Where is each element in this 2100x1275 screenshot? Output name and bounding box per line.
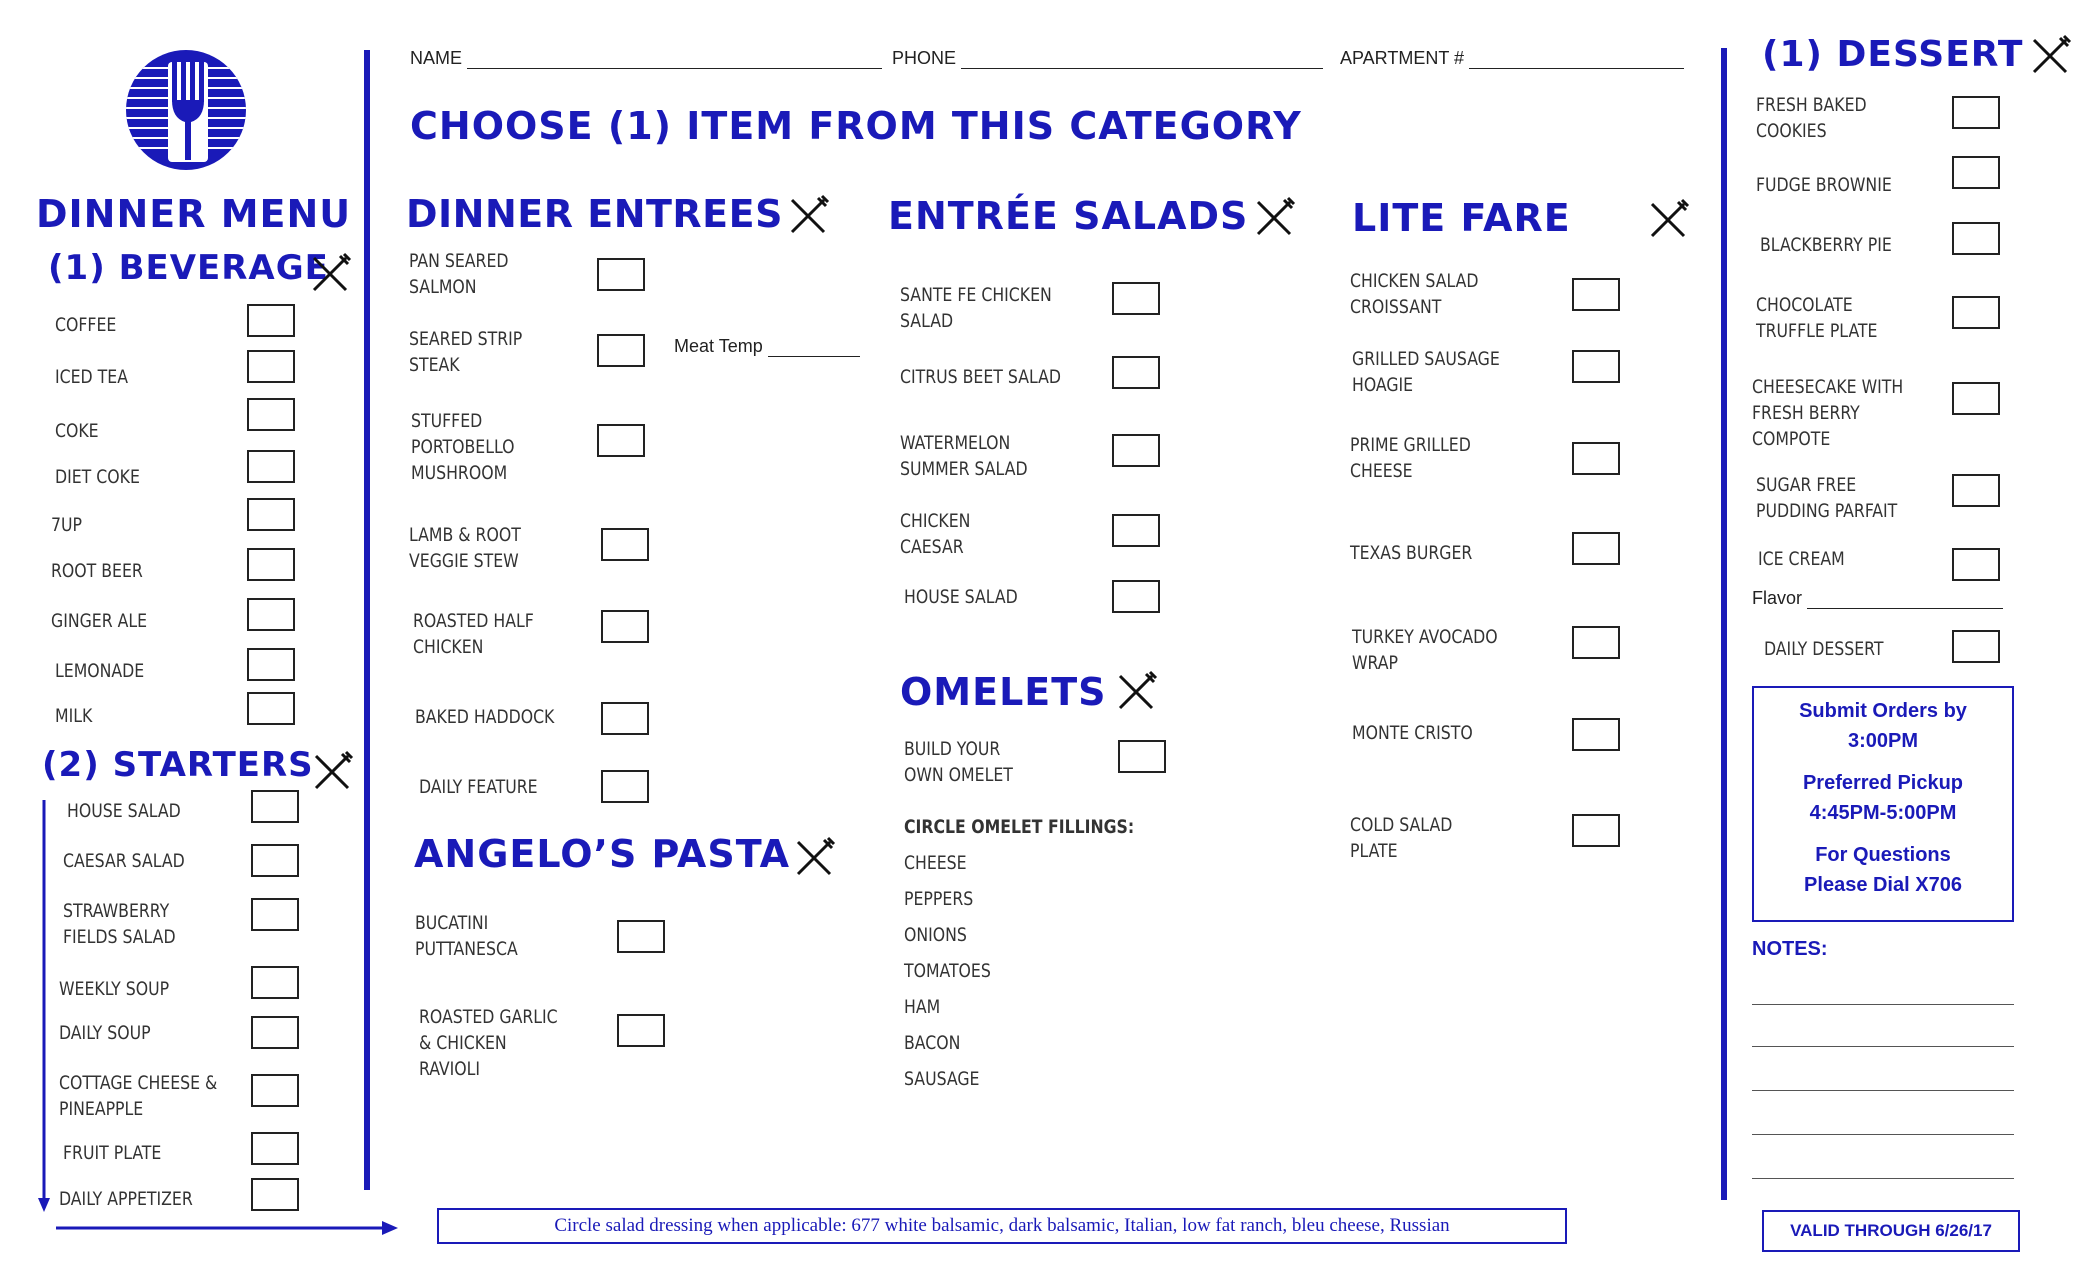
beverage-item-label: DIET COKE [55,466,140,488]
beverage-heading: (1) BEVERAGE [48,248,329,288]
entree-item-checkbox[interactable] [601,610,649,643]
starter-item-label: DAILY APPETIZER [59,1188,193,1210]
salad-item-checkbox[interactable] [1112,282,1160,315]
lite-fare-item-label: TURKEY AVOCADO WRAP [1352,626,1498,674]
entree-item-checkbox[interactable] [601,702,649,735]
fork-knife-icon [2028,34,2072,78]
salad-item-checkbox[interactable] [1112,356,1160,389]
entree-item-label: PAN SEARED SALMON [409,250,509,298]
lite-fare-item-checkbox[interactable] [1572,278,1620,311]
pasta-item-checkbox[interactable] [617,920,665,953]
lite-fare-item-checkbox[interactable] [1572,350,1620,383]
lite-fare-item-label: CHICKEN SALAD CROISSANT [1350,270,1479,318]
dessert-item-checkbox[interactable] [1952,630,2000,663]
menu-title: DINNER MENU [36,192,352,236]
dessert-item-checkbox[interactable] [1952,156,2000,189]
submit-label: Submit Orders by [1799,700,1967,722]
lite-fare-item-checkbox[interactable] [1572,814,1620,847]
beverage-item-checkbox[interactable] [247,498,295,531]
lite-fare-item-checkbox[interactable] [1572,532,1620,565]
entree-item-checkbox[interactable] [597,334,645,367]
lite-fare-item-label: COLD SALAD PLATE [1350,814,1453,862]
lite-fare-item-checkbox[interactable] [1572,626,1620,659]
salad-item-checkbox[interactable] [1112,580,1160,613]
beverage-item-label: COKE [55,420,99,442]
dessert-item-checkbox[interactable] [1952,382,2000,415]
fork-knife-icon [792,836,836,880]
pickup-label: Preferred Pickup [1802,772,1964,794]
beverage-item-checkbox[interactable] [247,548,295,581]
dessert-item-label: SUGAR FREE PUDDING PARFAIT [1756,474,1898,522]
starter-item-checkbox[interactable] [251,898,299,931]
dressing-note-box [437,1208,1567,1244]
valid-through-box [1762,1210,2020,1252]
valid-through: VALID THROUGH 6/26/17 [1790,1221,1992,1240]
entree-item-checkbox[interactable] [601,770,649,803]
starter-item-checkbox[interactable] [251,966,299,999]
lite-fare-item-label: MONTE CRISTO [1352,722,1473,744]
notes-line[interactable] [1752,1178,2014,1179]
omelet-build-label: BUILD YOUR OWN OMELET [904,738,1013,786]
notes-label: NOTES: [1752,938,1828,960]
beverage-item-checkbox[interactable] [247,450,295,483]
lite-fare-item-checkbox[interactable] [1572,718,1620,751]
dessert-item-label: ICE CREAM [1758,548,1845,570]
omelet-filling-label: CHEESE [904,852,967,874]
salad-item-label: CITRUS BEET SALAD [900,366,1061,388]
dessert-item-checkbox[interactable] [1952,222,2000,255]
fork-knife-icon [1646,198,1690,242]
name-label: NAME [410,48,463,68]
starter-item-label: STRAWBERRY FIELDS SALAD [63,900,176,948]
omelet-filling-label: HAM [904,996,941,1018]
omelet-build-checkbox[interactable] [1118,740,1166,773]
omelet-filling-label: SAUSAGE [904,1068,980,1090]
dessert-item-checkbox[interactable] [1952,474,2000,507]
lite-fare-item-label: TEXAS BURGER [1350,542,1473,564]
fork-knife-icon [1252,196,1296,240]
dessert-item-label: CHEESECAKE WITH FRESH BERRY COMPOTE [1752,376,1904,450]
entree-item-checkbox[interactable] [601,528,649,561]
starter-item-label: HOUSE SALAD [67,800,181,822]
starter-item-checkbox[interactable] [251,790,299,823]
entree-item-label: DAILY FEATURE [419,776,538,798]
starter-item-checkbox[interactable] [251,1074,299,1107]
starter-item-label: DAILY SOUP [59,1022,151,1044]
salad-item-label: SANTE FE CHICKEN SALAD [900,284,1052,332]
beverage-item-label: MILK [55,705,93,727]
notes-line[interactable] [1752,1134,2014,1135]
lite-fare-item-label: PRIME GRILLED CHEESE [1350,434,1471,482]
starter-item-label: FRUIT PLATE [63,1142,162,1164]
beverage-item-checkbox[interactable] [247,304,295,337]
beverage-item-checkbox[interactable] [247,692,295,725]
pasta-item-checkbox[interactable] [617,1014,665,1047]
phone-label: PHONE [892,48,957,68]
beverage-item-label: GINGER ALE [51,610,148,632]
starter-item-checkbox[interactable] [251,1132,299,1165]
apartment-field[interactable] [1340,48,1684,69]
salads-heading: ENTRÉE SALADS [888,194,1249,238]
beverage-item-label: ICED TEA [55,366,128,388]
entrees-heading: DINNER ENTREES [406,192,783,236]
fork-logo-icon [124,48,248,172]
flavor-label: Flavor [1752,588,1803,608]
questions-label: For Questions [1815,844,1951,866]
dessert-item-label: DAILY DESSERT [1764,638,1884,660]
salad-item-label: WATERMELON SUMMER SALAD [900,432,1028,480]
entree-item-label: STUFFED PORTOBELLO MUSHROOM [411,410,515,484]
omelet-filling-label: ONIONS [904,924,967,946]
notes-line[interactable] [1752,1004,2014,1005]
lite-fare-heading: LITE FARE [1352,196,1571,240]
phone-field[interactable] [892,48,1323,69]
dressing-note: Circle salad dressing when applicable: 677 white balsamic, dark balsamic, Italian, low fat ranch, bleu cheese, Russian [554,1215,1450,1236]
pasta-item-label: ROASTED GARLIC & CHICKEN RAVIOLI [419,1006,558,1080]
starter-item-label: CAESAR SALAD [63,850,185,872]
beverage-item-label: COFFEE [55,314,117,336]
notes-line[interactable] [1752,1046,2014,1047]
order-info-box [1752,686,2014,922]
submit-time: 3:00PM [1847,730,1919,752]
dessert-item-label: BLACKBERRY PIE [1760,234,1892,256]
starter-item-label: COTTAGE CHEESE & PINEAPPLE [59,1072,218,1120]
beverage-item-label: LEMONADE [55,660,145,682]
pasta-heading: ANGELO’S PASTA [414,832,791,876]
dessert-item-checkbox[interactable] [1952,548,2000,581]
beverage-item-checkbox[interactable] [247,648,295,681]
salad-item-label: CHICKEN CAESAR [900,510,971,558]
starter-item-checkbox[interactable] [251,1016,299,1049]
meat-temp-label: Meat Temp [674,336,763,356]
beverage-item-label: 7UP [51,514,83,536]
fork-knife-icon [310,750,354,794]
right-divider [1721,48,1727,1200]
entree-item-label: SEARED STRIP STEAK [409,328,523,376]
dessert-item-checkbox[interactable] [1952,296,2000,329]
instruction-heading: CHOOSE (1) ITEM FROM THIS CATEGORY [410,104,1302,148]
pickup-time: 4:45PM-5:00PM [1809,802,1957,824]
omelets-heading: OMELETS [900,670,1107,714]
fork-knife-icon [308,252,352,296]
entree-item-label: LAMB & ROOT VEGGIE STEW [409,524,521,572]
meat-temp-field[interactable] [674,336,860,357]
starters-heading: (2) STARTERS [42,745,314,785]
omelet-filling-label: PEPPERS [904,888,974,910]
dessert-item-label: CHOCOLATE TRUFFLE PLATE [1756,294,1878,342]
lite-fare-item-checkbox[interactable] [1572,442,1620,475]
starter-item-checkbox[interactable] [251,844,299,877]
dessert-item-checkbox[interactable] [1952,96,2000,129]
pasta-item-label: BUCATINI PUTTANESCA [415,912,518,960]
lite-fare-item-label: GRILLED SAUSAGE HOAGIE [1352,348,1500,396]
dessert-item-label: FRESH BAKED COOKIES [1756,94,1867,142]
beverage-item-checkbox[interactable] [247,350,295,383]
dessert-heading: (1) DESSERT [1762,34,2024,75]
entree-item-checkbox[interactable] [597,258,645,291]
apartment-label: APARTMENT # [1340,48,1465,68]
dessert-item-label: FUDGE BROWNIE [1756,174,1892,196]
name-field[interactable] [410,48,882,69]
omelet-filling-label: TOMATOES [904,960,991,982]
flavor-field[interactable] [1752,588,2003,609]
omelet-filling-label: BACON [904,1032,961,1054]
dial-label: Please Dial X706 [1804,874,1962,896]
starter-item-label: WEEKLY SOUP [59,978,170,1000]
salad-item-label: HOUSE SALAD [904,586,1018,608]
notes-line[interactable] [1752,1090,2014,1091]
entree-item-checkbox[interactable] [597,424,645,457]
entree-item-label: BAKED HADDOCK [415,706,555,728]
entree-item-label: ROASTED HALF CHICKEN [413,610,534,658]
beverage-item-checkbox[interactable] [247,598,295,631]
beverage-item-checkbox[interactable] [247,398,295,431]
salad-item-checkbox[interactable] [1112,514,1160,547]
starter-item-checkbox[interactable] [251,1178,299,1211]
fork-knife-icon [1114,670,1158,714]
fork-knife-icon [786,194,830,238]
salad-item-checkbox[interactable] [1112,434,1160,467]
omelet-fillings-label: CIRCLE OMELET FILLINGS: [904,816,1135,838]
beverage-item-label: ROOT BEER [51,560,143,582]
